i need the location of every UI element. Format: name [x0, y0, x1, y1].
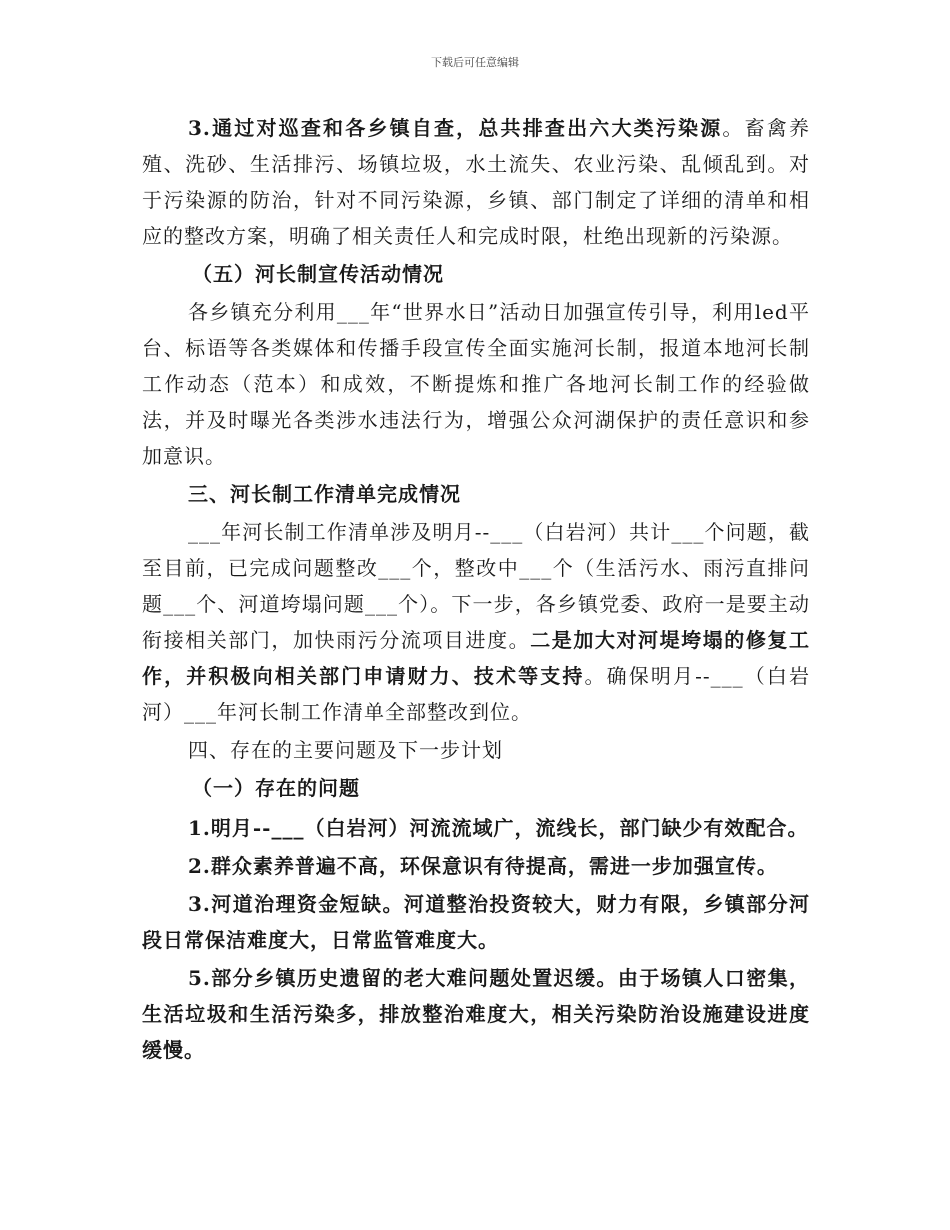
heading-existing-problems: （一）存在的问题: [192, 776, 360, 800]
list-item: 3.河道治理资金短缺。河道整治投资较大，财力有限，乡镇部分河段日常保洁难度大，日常监管难度大。: [142, 892, 810, 952]
heading-checklist-completion: 三、河长制工作清单完成情况: [188, 482, 461, 506]
document-body: [142, 110, 810, 1070]
page-header: 下载后可任意编辑: [431, 56, 519, 69]
list-item: 1.明月--___（白岩河）河流流域广，流线长，部门缺少有效配合。: [188, 816, 809, 840]
heading-main-problems: 四、存在的主要问题及下一步计划: [188, 738, 503, 762]
paragraph-text: ___年河长制工作清单涉及明月--___（白岩河）共计___个问题，截至目前，已完成问题整改___个，整改中___个（生活污水、雨污直排问题___个、河道垮塌问题___个）。下一步，各乡镇党委、政府一是要主动衔接相关部门，加快雨污分流项目进度。: [142, 520, 810, 652]
paragraph-bold-emphasis: 二是加大对河堤垮塌的修复工作，并积极向相关部门申请财力、技术等支持: [142, 628, 811, 688]
heading-publicity: （五）河长制宣传活动情况: [192, 262, 444, 286]
list-item: 2.群众素养普遍不高，环保意识有待提高，需进一步加强宣传。: [188, 854, 778, 878]
paragraph-text: 。确保明月--___（白岩河）___年河长制工作清单全部整改到位。: [142, 664, 811, 724]
paragraph-bold-lead: 3.通过对巡查和各乡镇自查，总共排查出六大类污染源: [188, 116, 723, 140]
paragraph-text: 。畜禽养殖、洗砂、生活排污、场镇垃圾，水土流失、农业污染、乱倾乱到。对于污染源的防治，针对不同污染源，乡镇、部门制定了详细的清单和相应的整改方案，明确了相关责任人和完成时限，杜绝出现新的污染源。: [142, 116, 810, 248]
list-item: 5.部分乡镇历史遗留的老大难问题处置迟缓。由于场镇人口密集，生活垃圾和生活污染多，排放整治难度大，相关污染防治设施建设进度缓慢。: [142, 966, 810, 1062]
paragraph-pollution-sources: [142, 110, 810, 254]
paragraph-publicity: 各乡镇充分利用___年“世界水日”活动日加强宣传引导，利用led平台、标语等各类媒体和传播手段宣传全面实施河长制，报道本地河长制工作动态（范本）和成效，不断提炼和推广各地河长制工作的经验做法，并及时曝光各类涉水违法行为，增强公众河湖保护的责任意识和参加意识。: [142, 300, 810, 468]
paragraph-checklist: [142, 514, 810, 730]
